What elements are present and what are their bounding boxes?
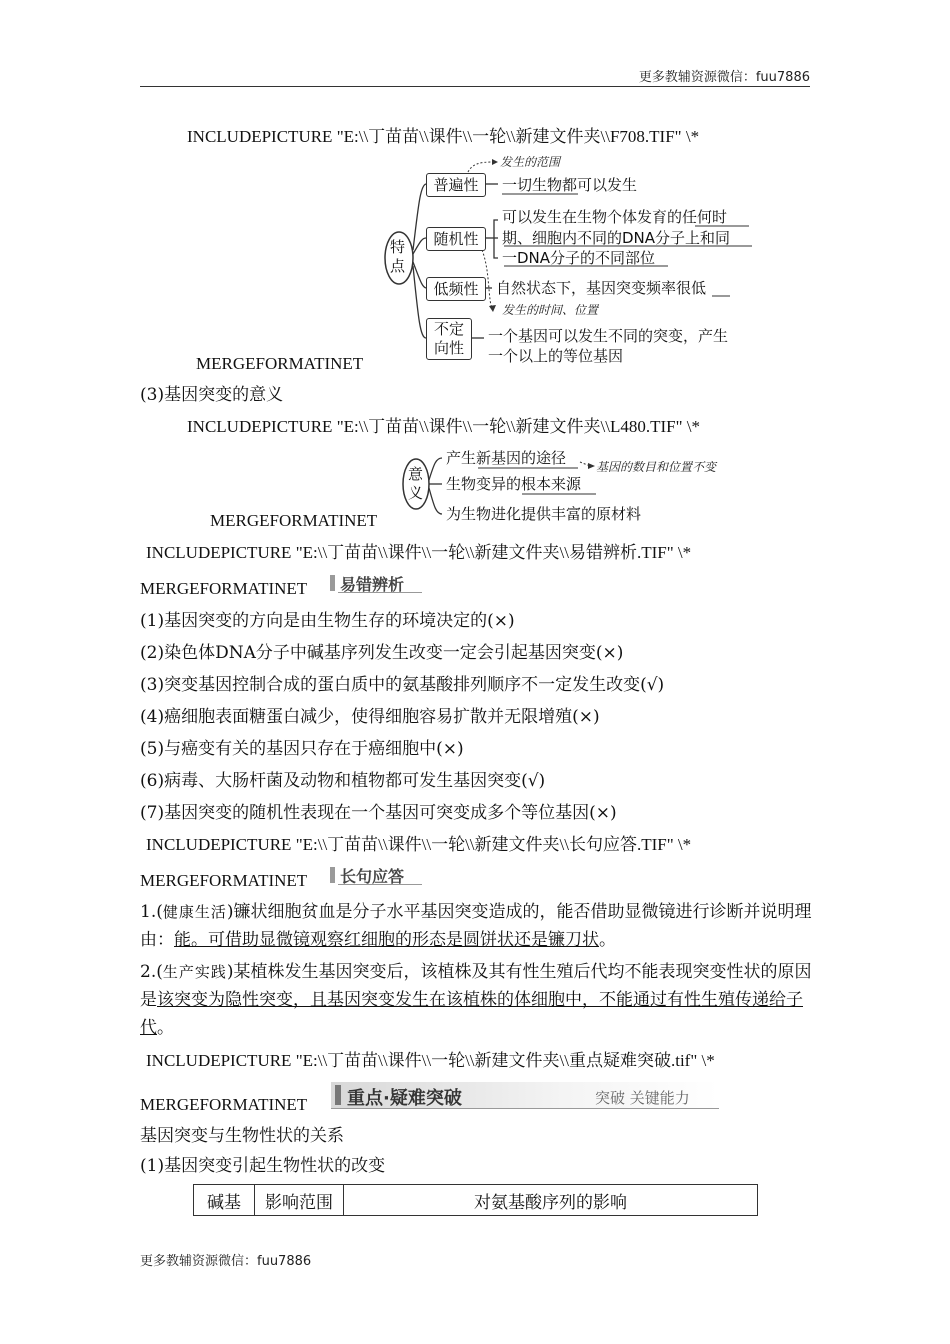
field-merge-1: MERGEFORMATINET (196, 354, 364, 373)
question-1 (140, 898, 812, 954)
banner-key-difficult (331, 1082, 719, 1110)
table-header-row (194, 1185, 758, 1216)
table-header-effect: 对氨基酸序列的影响 (344, 1185, 758, 1216)
header-divider (140, 86, 810, 87)
field-include-1: INCLUDEPICTURE "E:\\丁苗苗\\课件\\一轮\\新建文件夹\\F708.TIF" \* (187, 127, 700, 146)
impact-table (193, 1184, 758, 1216)
banner-key-difficult-title: 重点·疑难突破 (347, 1088, 462, 1109)
section-3-title: (3)基因突变的意义 (140, 385, 284, 405)
q1-end: 。 (599, 930, 616, 950)
diagram1-box-undirected: 不定 向性 (426, 318, 472, 360)
footer-contact: 更多教辅资源微信：fuu7886 (140, 1254, 312, 1269)
banner-bar (335, 1085, 341, 1105)
diagram1-box-randomness: 随机性 (426, 227, 486, 251)
q2-tag: 生产实践 (162, 963, 227, 981)
judgment-3: (3)突变基因控制合成的蛋白质中的氨基酸排列顺序不一定发生改变(√) (140, 675, 665, 695)
diagram2-center-label: 意 义 (408, 465, 424, 502)
diagram1-note-scope: 发生的范围 (500, 155, 561, 169)
sub-1-title: (1)基因突变引起生物性状的改变 (140, 1156, 386, 1176)
diagram2-item-raw-material: 为生物进化提供丰富的原材料 (446, 505, 642, 523)
field-merge-5: MERGEFORMATINET (140, 1095, 308, 1114)
table-header-base: 碱基 (194, 1185, 255, 1216)
relation-title: 基因突变与生物性状的关系 (140, 1126, 344, 1146)
field-merge-3: MERGEFORMATINET (140, 579, 308, 598)
banner-long-answer (330, 864, 422, 886)
significance-diagram (400, 444, 760, 524)
diagram1-box-low-frequency: 低频性 (426, 277, 486, 301)
diagram1-note-time-position: 发生的时间、位置 (502, 303, 599, 317)
q2-text: )某植株发生基因突变后，该植株及其有性生殖后代均不能表现突变性状的原因是 (140, 962, 812, 1010)
banner-underline (338, 884, 422, 885)
header-contact: 更多教辅资源微信：fuu7886 (638, 70, 810, 85)
banner-common-errors (330, 572, 422, 594)
q1-number: 1.( (140, 902, 163, 922)
field-include-4: INCLUDEPICTURE "E:\\丁苗苗\\课件\\一轮\\新建文件夹\\长句应答.TIF" \* (146, 835, 692, 854)
diagram1-text-random-3: 一DNA分子的不同部位 (502, 249, 656, 267)
q2-number: 2.( (140, 962, 163, 982)
diagram1-text-undirected-1: 一个基因可以发生不同的突变，产生 (488, 327, 729, 345)
judgment-6: (6)病毒、大肠杆菌及动物和植物都可发生基因突变(√) (140, 771, 546, 791)
q2-answer: 该突变为隐性突变，且基因突变发生在该植株的体细胞中，不能通过有性生殖传递给子代 (140, 990, 803, 1038)
q2-end: 。 (157, 1018, 174, 1038)
field-merge-4: MERGEFORMATINET (140, 871, 308, 890)
banner-common-errors-label: 易错辨析 (340, 575, 405, 594)
judgment-5: (5)与癌变有关的基因只存在于癌细胞中(×) (140, 739, 464, 759)
judgment-2: (2)染色体DNA分子中碱基序列发生改变一定会引起基因突变(×) (140, 643, 624, 663)
banner-underline (338, 592, 422, 593)
diagram1-text-random-2: 期、细胞内不同的DNA分子上和同 (502, 229, 731, 247)
diagram1-text-random-1: 可以发生在生物个体发育的任何时 (502, 208, 728, 226)
diagram1-text-low-frequency: 自然状态下，基因突变频率很低 (496, 279, 707, 297)
banner-long-answer-label: 长句应答 (340, 867, 405, 886)
diagram1-text-universality: 一切生物都可以发生 (502, 176, 638, 194)
banner-bar (330, 575, 335, 591)
diagram1-box-universality: 普遍性 (426, 173, 486, 197)
banner-underline (331, 1108, 719, 1109)
diagram1-center-label: 特 点 (390, 238, 406, 275)
banner-bar (330, 867, 335, 883)
question-2 (140, 958, 812, 1042)
diagram2-item-new-gene: 产生新基因的途径 (446, 449, 567, 467)
field-include-3: INCLUDEPICTURE "E:\\丁苗苗\\课件\\一轮\\新建文件夹\\易错辨析.TIF" \* (146, 543, 692, 562)
judgment-7: (7)基因突变的随机性表现在一个基因可突变成多个等位基因(×) (140, 803, 617, 823)
q1-tag: 健康生活 (162, 903, 227, 921)
q1-text: )镰状细胞贫血是分子水平基因突变造成的，能否借助显微镜进行诊断并说明理由： (140, 902, 812, 950)
field-merge-2: MERGEFORMATINET (210, 511, 378, 530)
characteristics-diagram (380, 150, 800, 375)
judgment-1: (1)基因突变的方向是由生物生存的环境决定的(×) (140, 611, 515, 631)
banner-key-difficult-sub: 突破 关键能力 (595, 1089, 690, 1107)
diagram2-item-fundamental-source: 生物变异的根本来源 (446, 475, 582, 493)
table-header-scope: 影响范围 (255, 1185, 344, 1216)
field-include-5: INCLUDEPICTURE "E:\\丁苗苗\\课件\\一轮\\新建文件夹\\重点疑难突破.tif" \* (146, 1051, 715, 1070)
diagram2-note-gene-number: 基因的数目和位置不变 (596, 460, 717, 474)
field-include-2: INCLUDEPICTURE "E:\\丁苗苗\\课件\\一轮\\新建文件夹\\L480.TIF" \* (187, 417, 701, 436)
judgment-4: (4)癌细胞表面糖蛋白减少，使得细胞容易扩散并无限增殖(×) (140, 707, 600, 727)
q1-answer: 能。可借助显微镜观察红细胞的形态是圆饼状还是镰刀状 (174, 930, 599, 950)
diagram1-text-undirected-2: 一个以上的等位基因 (488, 347, 624, 365)
